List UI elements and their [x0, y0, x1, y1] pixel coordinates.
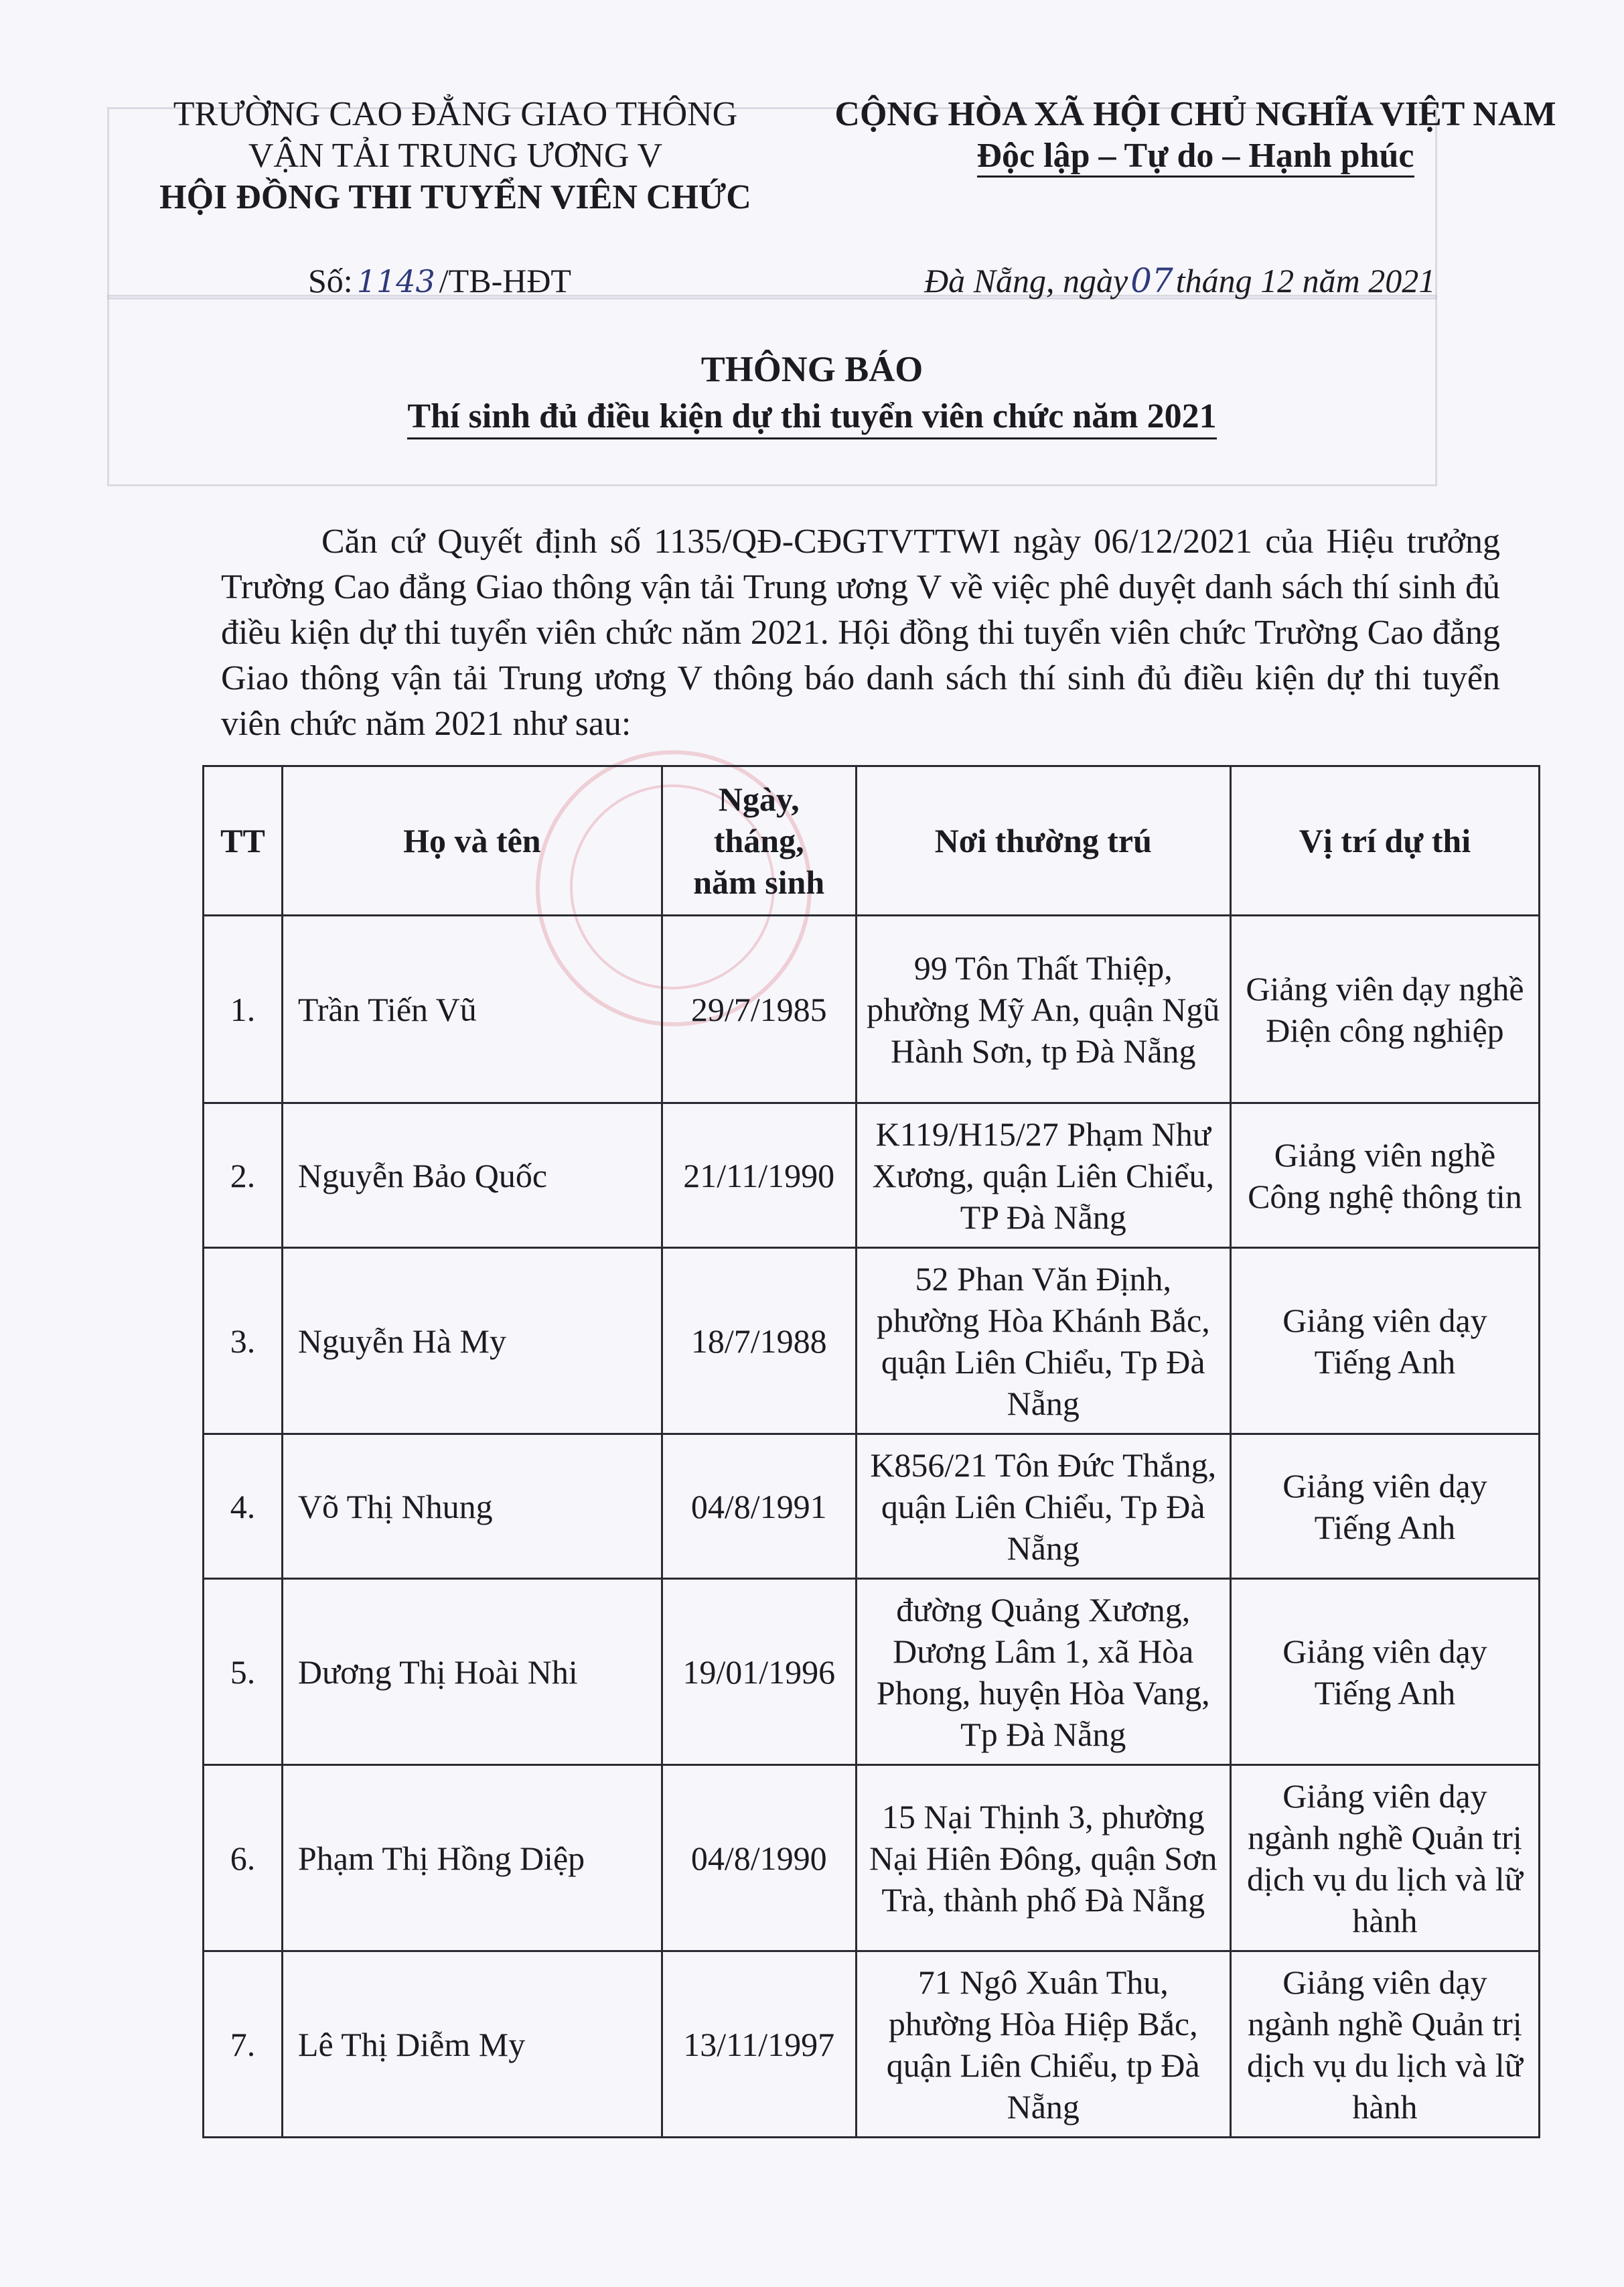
document-subtitle-wrap [0, 397, 1624, 439]
document-number [308, 261, 571, 300]
national-heading [804, 94, 1587, 178]
header-name: Họ và tên [282, 766, 662, 916]
row-number: 2. [204, 1103, 283, 1248]
date-day-handwritten: 07 [1130, 261, 1173, 300]
permanent-address: K119/H15/27 Phạm Như Xương, quận Liên Chiểu, TP Đà Nẵng [856, 1103, 1230, 1248]
date-of-birth: 29/7/1985 [662, 916, 856, 1103]
nation-name: CỘNG HÒA XÃ HỘI CHỦ NGHĨA VIỆT NAM [834, 95, 1556, 133]
candidate-table [202, 765, 1540, 2138]
table-row [204, 1434, 1540, 1579]
body-paragraph: Căn cứ Quyết định số 1135/QĐ-CĐGTVTTWI ngày 06/12/2021 của Hiệu trưởng Trường Cao đẳng Giao thông vận tải Trung ương V về việc phê duyệt danh sách thí sinh đủ điều kiện dự thi tuyển viên chức năm 2021. Hội đồng thi tuyển viên chức Trường Cao đẳng Giao thông vận tải Trung ương V thông báo danh sách thí sinh đủ điều kiện dự thi tuyển viên chức năm 2021 như sau: [221, 523, 1500, 743]
document-title: THÔNG BÁO [700, 349, 924, 389]
header-dob-line-3: năm sinh [693, 863, 825, 901]
exam-position: Giảng viên dạy ngành nghề Quản trị dịch vụ du lịch và lữ hành [1230, 1765, 1539, 1951]
table-row [204, 1579, 1540, 1765]
date-of-birth: 21/11/1990 [662, 1103, 856, 1248]
exam-position: Giảng viên nghề Công nghệ thông tin [1230, 1103, 1539, 1248]
row-number: 7. [204, 1951, 283, 2138]
candidate-name: Trần Tiến Vũ [282, 916, 662, 1103]
permanent-address: 99 Tôn Thất Thiệp, phường Mỹ An, quận Ngũ Hành Sơn, tp Đà Nẵng [856, 916, 1230, 1103]
table-row [204, 1765, 1540, 1951]
issuing-organization [134, 94, 777, 218]
org-line-3: HỘI ĐỒNG THI TUYỂN VIÊN CHỨC [159, 178, 751, 216]
org-line-1: TRƯỜNG CAO ĐẲNG GIAO THÔNG [173, 95, 738, 133]
candidate-name: Dương Thị Hoài Nhi [282, 1579, 662, 1765]
permanent-address: 71 Ngô Xuân Thu, phường Hòa Hiệp Bắc, quận Liên Chiểu, tp Đà Nẵng [856, 1951, 1230, 2138]
table-header-row [204, 766, 1540, 916]
header-dob-line-1: Ngày, [718, 780, 800, 818]
doc-no-suffix: /TB-HĐT [439, 262, 571, 299]
header-address: Nơi thường trú [856, 766, 1230, 916]
header-dob [662, 766, 856, 916]
national-motto: Độc lập – Tự do – Hạnh phúc [977, 137, 1414, 178]
org-line-2: VẬN TẢI TRUNG ƯƠNG V [248, 137, 663, 175]
row-number: 4. [204, 1434, 283, 1579]
candidate-name: Lê Thị Diễm My [282, 1951, 662, 2138]
permanent-address: 15 Nại Thịnh 3, phường Nại Hiên Đông, quận Sơn Trà, thành phố Đà Nẵng [856, 1765, 1230, 1951]
doc-no-label: Số: [308, 262, 353, 299]
document-subtitle: Thí sinh đủ điều kiện dự thi tuyển viên chức năm 2021 [407, 397, 1216, 439]
row-number: 1. [204, 916, 283, 1103]
date-suffix: tháng 12 năm 2021 [1175, 262, 1436, 299]
doc-no-handwritten: 1143 [356, 263, 435, 299]
table-row [204, 1103, 1540, 1248]
date-of-birth: 19/01/1996 [662, 1579, 856, 1765]
exam-position: Giảng viên dạy Tiếng Anh [1230, 1248, 1539, 1434]
permanent-address: K856/21 Tôn Đức Thắng, quận Liên Chiểu, Tp Đà Nẵng [856, 1434, 1230, 1579]
permanent-address: đường Quảng Xương, Dương Lâm 1, xã Hòa Phong, huyện Hòa Vang, Tp Đà Nẵng [856, 1579, 1230, 1765]
candidate-name: Võ Thị Nhung [282, 1434, 662, 1579]
date-of-birth: 18/7/1988 [662, 1248, 856, 1434]
exam-position: Giảng viên dạy Tiếng Anh [1230, 1434, 1539, 1579]
date-of-birth: 13/11/1997 [662, 1951, 856, 2138]
permanent-address: 52 Phan Văn Định, phường Hòa Khánh Bắc, quận Liên Chiểu, Tp Đà Nẵng [856, 1248, 1230, 1434]
date-of-birth: 04/8/1991 [662, 1434, 856, 1579]
header-tt: TT [204, 766, 283, 916]
header-position: Vị trí dự thi [1230, 766, 1539, 916]
date-prefix: Đà Nẵng, ngày [924, 262, 1128, 299]
issue-date [924, 261, 1435, 300]
table-row [204, 1951, 1540, 2138]
candidate-name: Nguyễn Hà My [282, 1248, 662, 1434]
exam-position: Giảng viên dạy Tiếng Anh [1230, 1579, 1539, 1765]
exam-position: Giảng viên dạy ngành nghề Quản trị dịch vụ du lịch và lữ hành [1230, 1951, 1539, 2138]
exam-position: Giảng viên dạy nghề Điện công nghiệp [1230, 916, 1539, 1103]
date-of-birth: 04/8/1990 [662, 1765, 856, 1951]
table-row [204, 916, 1540, 1103]
header-dob-line-2: tháng, [713, 822, 804, 859]
row-number: 5. [204, 1579, 283, 1765]
candidate-name: Nguyễn Bảo Quốc [282, 1103, 662, 1248]
row-number: 6. [204, 1765, 283, 1951]
table-row [204, 1248, 1540, 1434]
row-number: 3. [204, 1248, 283, 1434]
candidate-name: Phạm Thị Hồng Diệp [282, 1765, 662, 1951]
